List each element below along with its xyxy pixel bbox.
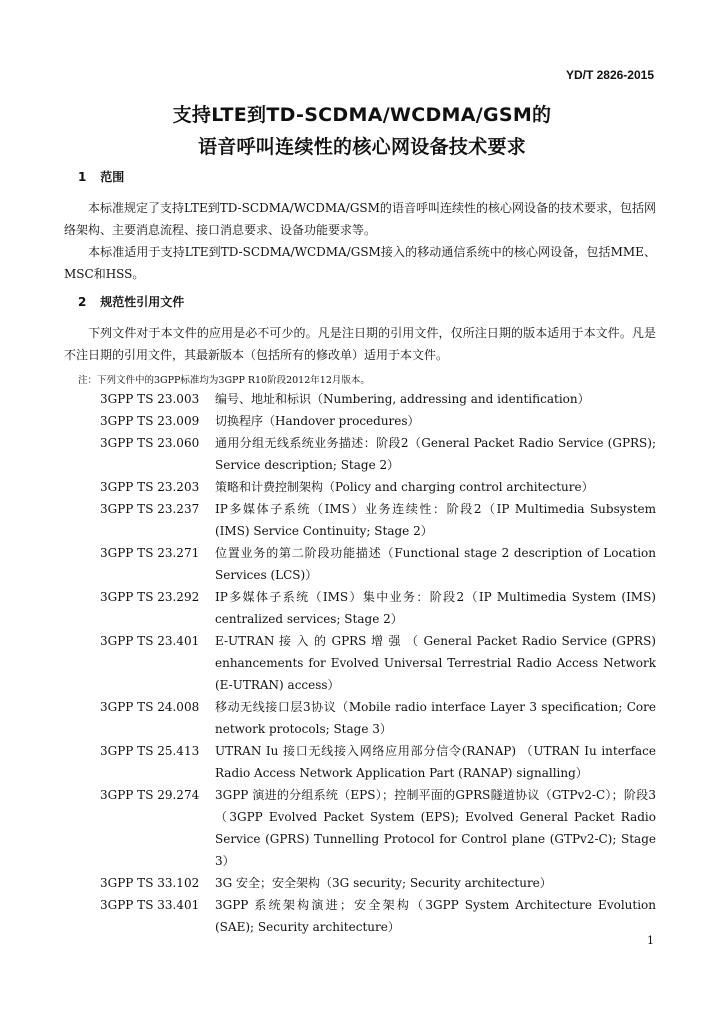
reference-code: 3GPP TS 23.009 <box>100 414 200 428</box>
reference-description: IP多媒体子系统（IMS）业务连续性：阶段2（IP Multimedia Subsystem (IMS) Service Continuity; Stage 2） <box>215 502 656 538</box>
reference-description: 策略和计费控制架构（Policy and charging control architecture） <box>215 480 594 494</box>
reference-code: 3GPP TS 23.271 <box>100 546 200 560</box>
reference-code: 3GPP TS 33.102 <box>100 876 200 890</box>
reference-item <box>100 476 656 498</box>
reference-code: 3GPP TS 29.274 <box>100 788 200 802</box>
reference-item <box>100 630 656 696</box>
document-title-line-2: 语音呼叫连续性的核心网设备技术要求 <box>197 136 527 158</box>
section-2-title: 规范性引用文件 <box>100 295 185 309</box>
reference-code: 3GPP TS 33.401 <box>100 898 200 912</box>
reference-description: 编号、地址和标识（Numbering, addressing and identification） <box>215 392 590 406</box>
reference-item <box>100 542 656 586</box>
reference-description: 移动无线接口层3协议（Mobile radio interface Layer 3 specification; Core network protocols; Stage 3） <box>215 700 656 736</box>
reference-description: UTRAN Iu 接口无线接入网络应用部分信令(RANAP) （UTRAN Iu interface Radio Access Network Application Part (RANAP) signalling） <box>215 744 656 780</box>
reference-code: 3GPP TS 23.203 <box>100 480 200 494</box>
reference-description: 3GPP 演进的分组系统（EPS）；控制平面的GPRS隧道协议（GTPv2-C）；阶段3（3GPP Evolved Packet System (EPS); Evolved General Packet Radio Service (GPRS) Tunnelling Protocol for Control plane (GTPv2-C); Stage 3） <box>215 788 656 868</box>
reference-code: 3GPP TS 23.237 <box>100 502 200 516</box>
reference-item <box>100 388 656 410</box>
reference-item <box>100 894 656 938</box>
reference-description: 3GPP 系统架构演进；安全架构（3GPP System Architecture Evolution (SAE); Security architecture） <box>215 898 656 934</box>
normative-references-list <box>100 388 656 938</box>
reference-code: 3GPP TS 23.060 <box>100 436 200 450</box>
section-1-title: 范围 <box>100 170 125 184</box>
reference-code: 3GPP TS 23.401 <box>100 634 200 648</box>
reference-item <box>100 872 656 894</box>
reference-item <box>100 740 656 784</box>
reference-description: 通用分组无线系统业务描述：阶段2（General Packet Radio Service (GPRS); Service description; Stage 2） <box>215 436 656 472</box>
reference-code: 3GPP TS 25.413 <box>100 744 200 758</box>
reference-code: 3GPP TS 23.003 <box>100 392 200 406</box>
reference-code: 3GPP TS 23.292 <box>100 590 200 604</box>
reference-item <box>100 410 656 432</box>
reference-description: IP多媒体子系统（IMS）集中业务：阶段2（IP Multimedia System (IMS) centralized services; Stage 2） <box>215 590 656 626</box>
section-2-number: 2 <box>78 295 87 309</box>
page-number: 1 <box>647 934 654 947</box>
reference-item <box>100 784 656 872</box>
section-1-number: 1 <box>78 170 87 184</box>
note: 注：下列文件中的3GPP标准均为3GPP R10阶段2012年12月版本。 <box>78 375 370 386</box>
reference-description: E-UTRAN 接 入 的 GPRS 增 强 （ General Packet Radio Service (GPRS) enhancements for Evolved Universal Terrestrial Radio Access Network (E-UTRAN) access） <box>215 634 656 692</box>
reference-item <box>100 696 656 740</box>
reference-item <box>100 432 656 476</box>
reference-description: 位置业务的第二阶段功能描述（Functional stage 2 description of Location Services (LCS)） <box>215 546 656 582</box>
section-1-heading <box>78 168 124 185</box>
document-title-line-1: 支持LTE到TD-SCDMA/WCDMA/GSM的 <box>172 104 552 126</box>
reference-description: 切换程序（Handover procedures） <box>215 414 420 428</box>
section-1-paragraph-1: 本标准规定了支持LTE到TD-SCDMA/WCDMA/GSM的语音呼叫连续性的核心网设备的技术要求，包括网络架构、主要消息流程、接口消息要求、设备功能要求等。 <box>64 201 656 237</box>
reference-description: 3G 安全；安全架构（3G security; Security architecture） <box>215 876 552 890</box>
reference-code: 3GPP TS 24.008 <box>100 700 200 714</box>
reference-item <box>100 498 656 542</box>
reference-item <box>100 586 656 630</box>
section-1-paragraph-2: 本标准适用于支持LTE到TD-SCDMA/WCDMA/GSM接入的移动通信系统中的核心网设备，包括MME、MSC和HSS。 <box>64 245 656 281</box>
standard-number: YD/T 2826-2015 <box>565 68 654 82</box>
section-2-paragraph-1: 下列文件对于本文件的应用是必不可少的。凡是注日期的引用文件，仅所注日期的版本适用于本文件。凡是不注日期的引用文件，其最新版本（包括所有的修改单）适用于本文件。 <box>64 326 656 362</box>
section-2-heading <box>78 293 184 310</box>
